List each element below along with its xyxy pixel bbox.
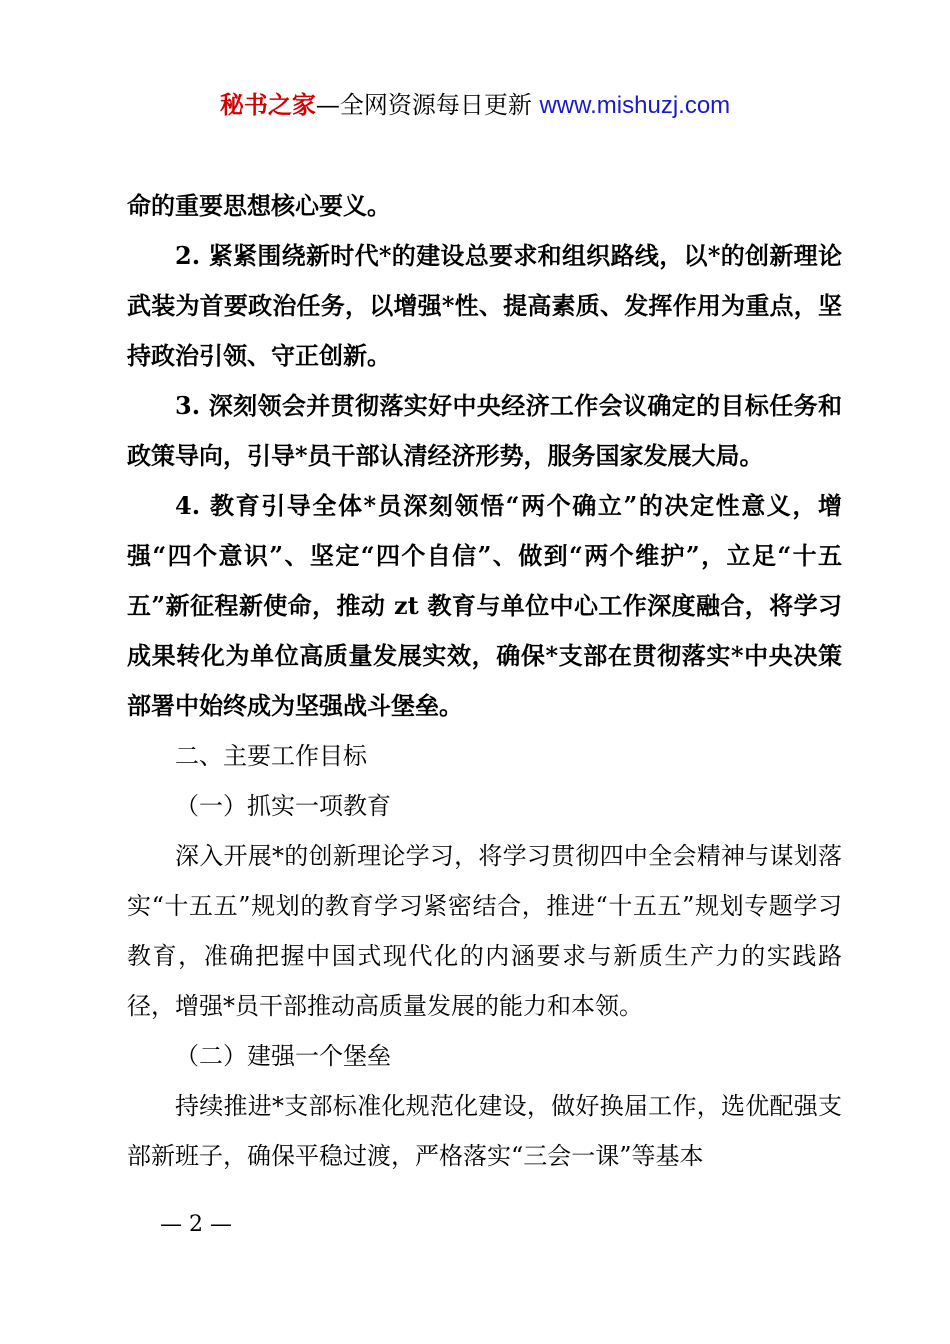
- site-url-link[interactable]: www.mishuzj.com: [539, 92, 731, 119]
- section-heading-goals: 二、主要工作目标: [175, 742, 367, 770]
- paragraph-item-2: 2. 紧紧围绕新时代*的建设总要求和组织路线，以*的创新理论武装为首要政治任务，以增强*性、提高素质、发挥作用为重点，坚持政治引领、守正创新。: [127, 241, 842, 370]
- paragraph-education: 深入开展*的创新理论学习，将学习贯彻四中全会精神与谋划落实“十五五”规划的教育学习紧密结合，推进“十五五”规划专题学习教育，准确把握中国式现代化的内涵要求与新质生产力的实践路径，增强*员干部推动高质量发展的能力和本领。: [127, 842, 842, 1020]
- header-tagline: —全网资源每日更新: [315, 91, 540, 119]
- subheading-fortress: （二）建强一个堡垒: [175, 1042, 391, 1070]
- paragraph-item-3: 3. 深刻领会并贯彻落实好中央经济工作会议确定的目标任务和政策导向，引导*员干部认清经济形势，服务国家发展大局。: [127, 391, 842, 470]
- paragraph-fortress: 持续推进*支部标准化规范化建设，做好换届工作，选优配强支部新班子，确保平稳过渡，严格落实“三会一课”等基本: [127, 1092, 842, 1170]
- site-header: [0, 86, 950, 125]
- paragraph-item-4: 4. 教育引导全体*员深刻领悟“两个确立”的决定性意义，增强“四个意识”、坚定“四个自信”、做到“两个维护”，立足“十五五”新征程新使命，推动 zt 教育与单位中心工作深度融合，将学习成果转化为单位高质量发展实效，确保*支部在贯彻落实*中央决策部署中始终成为坚强战斗堡垒。: [127, 491, 842, 720]
- page-number: — 2 —: [160, 1212, 232, 1237]
- brand-name: 秘书之家: [219, 90, 316, 119]
- document-body: [127, 181, 842, 1181]
- subheading-education: （一）抓实一项教育: [175, 792, 391, 820]
- paragraph-continuation: 命的重要思想核心要义。: [127, 191, 391, 220]
